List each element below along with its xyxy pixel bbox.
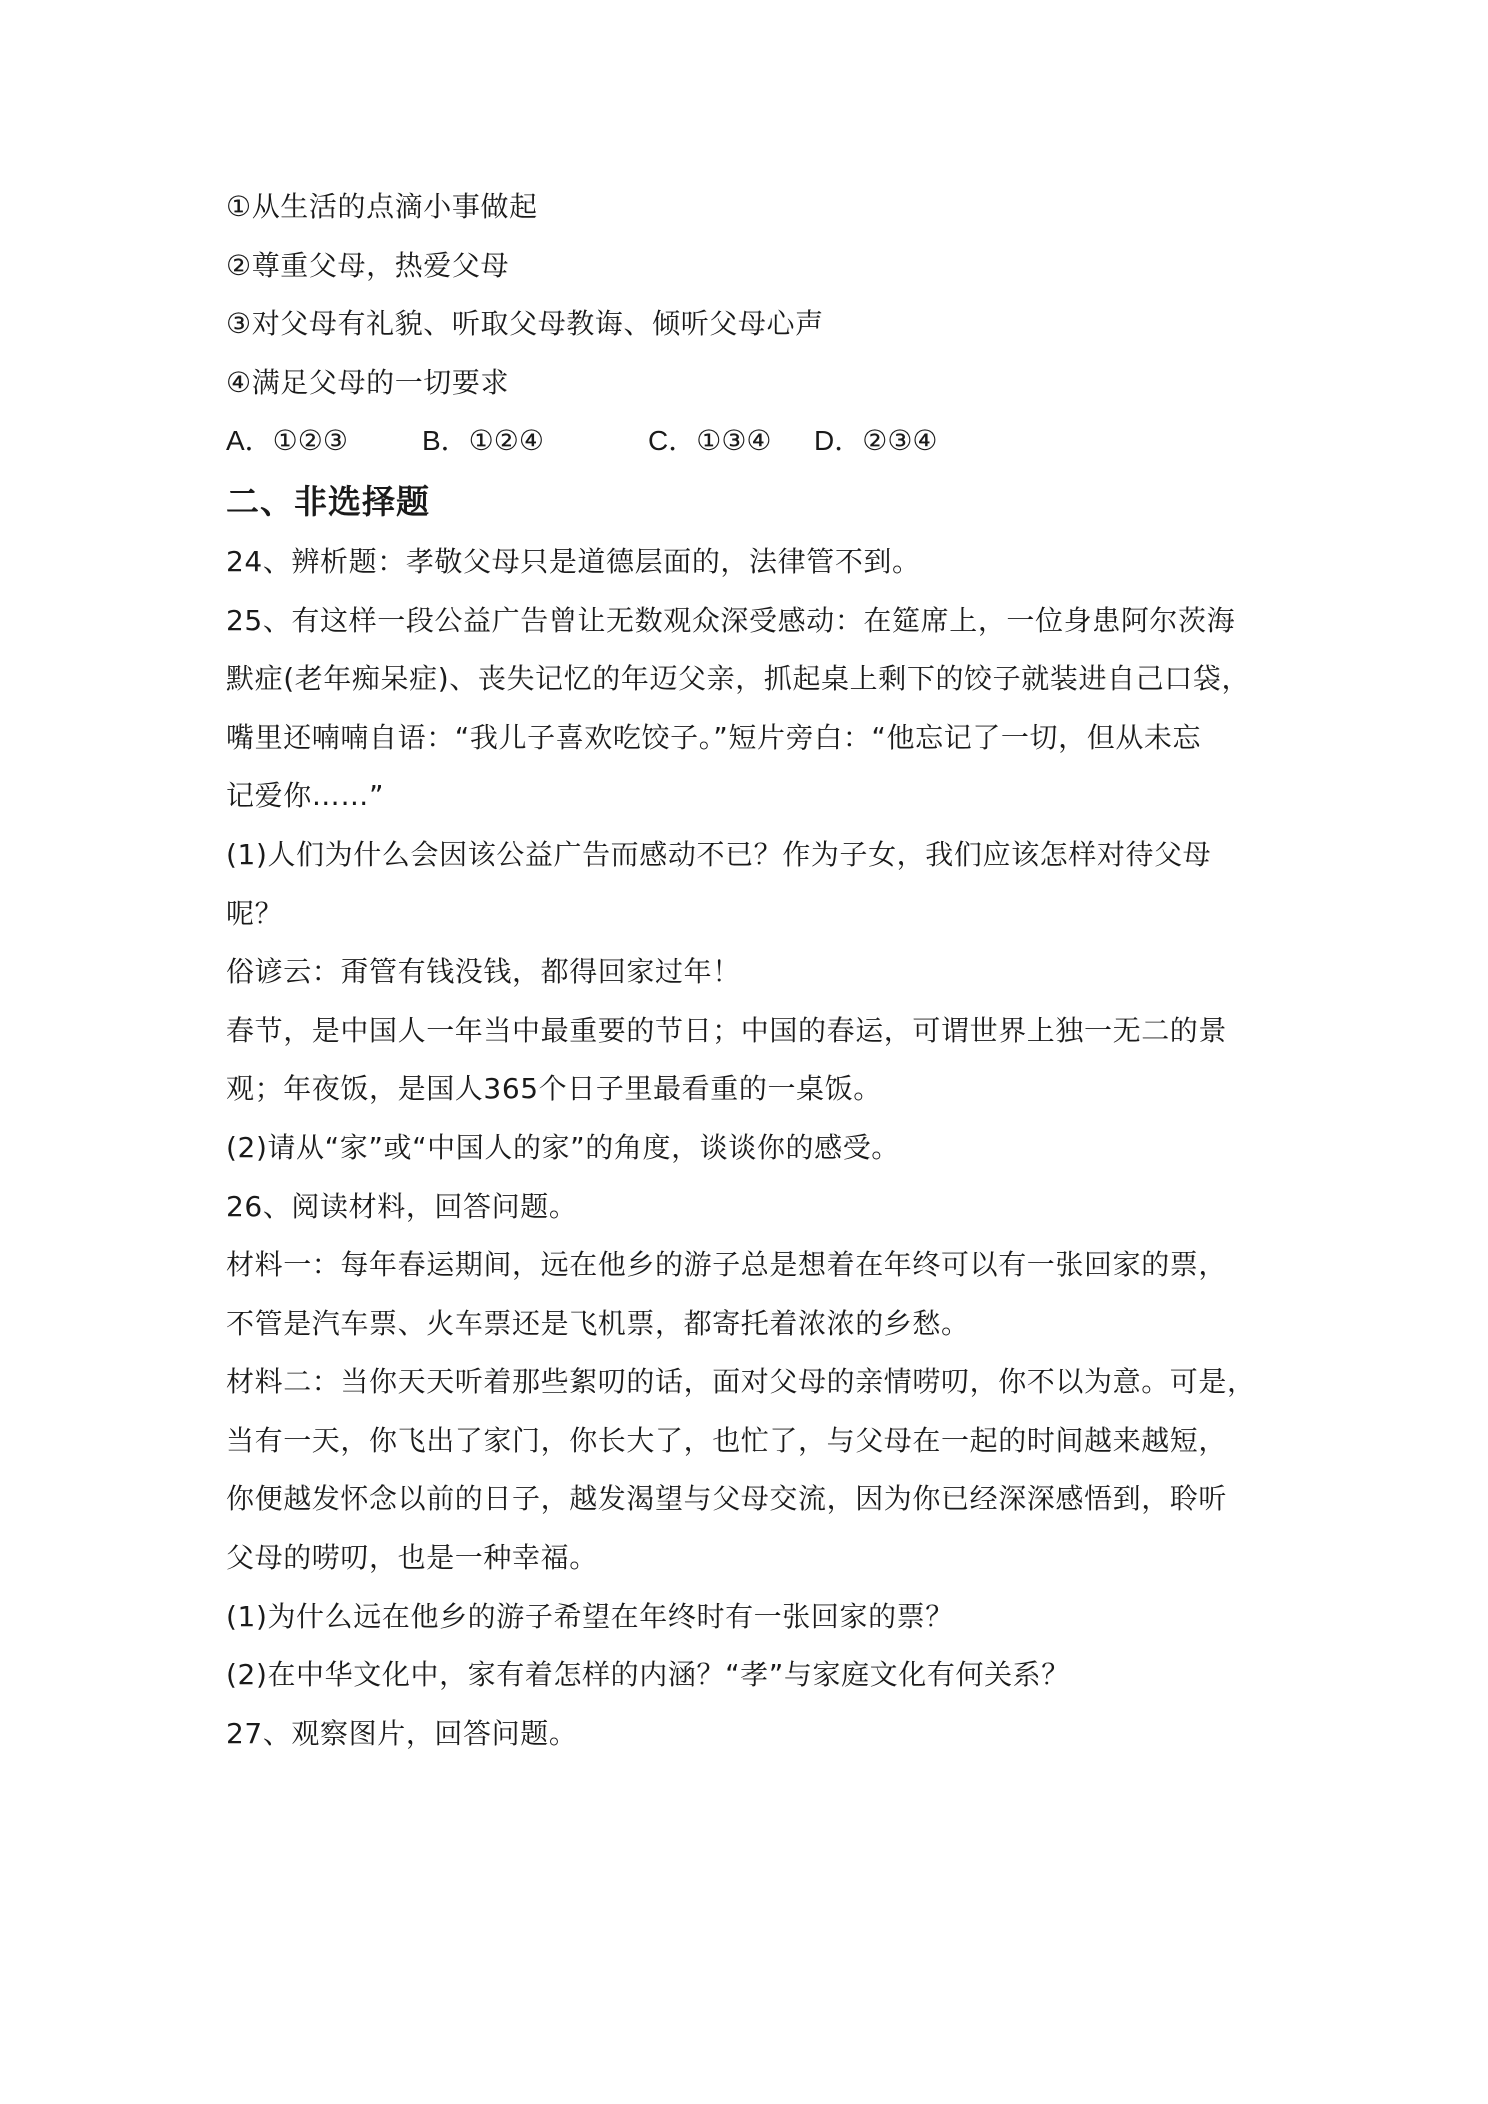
q26-sub1: (1)为什么远在他乡的游子希望在年终时有一张回家的票？ <box>226 1599 954 1633</box>
choice-a: A．①②③ <box>226 425 348 457</box>
q25-line: 嘴里还喃喃自语：“我儿子喜欢吃饺子。”短片旁白：“他忘记了一切，但从未忘 <box>226 720 1202 754</box>
choice-b: B．①②④ <box>422 425 544 457</box>
q25-sub2: (2)请从“家”或“中国人的家”的角度，谈谈你的感受。 <box>226 1130 900 1164</box>
q26-material1-line: 材料一：每年春运期间，远在他乡的游子总是想着在年终可以有一张回家的票， <box>226 1248 1228 1282</box>
q25-spring-line: 观；年夜饭，是国人365个日子里最看重的一桌饭。 <box>226 1072 882 1106</box>
q25-line: 默症(老年痴呆症)、丧失记忆的年迈父亲，抓起桌上剩下的饺子就装进自己口袋， <box>226 662 1251 696</box>
q26-material2-line: 父母的唠叨，也是一种幸福。 <box>226 1541 598 1575</box>
q26-intro: 26、阅读材料，回答问题。 <box>226 1189 578 1223</box>
q25-sub1-line: (1)人们为什么会因该公益广告而感动不已？作为子女，我们应该怎样对待父母 <box>226 837 1212 871</box>
q26-material1-line: 不管是汽车票、火车票还是飞机票，都寄托着浓浓的乡愁。 <box>226 1306 970 1340</box>
statement-4: ④满足父母的一切要求 <box>226 365 510 399</box>
section-title: 二、非选择题 <box>226 481 430 521</box>
question-24: 24、辨析题：孝敬父母只是道德层面的，法律管不到。 <box>226 544 921 578</box>
q26-material2-line: 当有一天，你飞出了家门，你长大了，也忙了，与父母在一起的时间越来越短， <box>226 1423 1228 1457</box>
statement-2: ②尊重父母，热爱父母 <box>226 248 510 282</box>
q26-material2-line: 材料二：当你天天听着那些絮叨的话，面对父母的亲情唠叨，你不以为意。可是， <box>226 1365 1256 1399</box>
q25-line: 记爱你……” <box>226 779 385 813</box>
statement-3: ③对父母有礼貌、听取父母教诲、倾听父母心声 <box>226 307 824 341</box>
q26-sub2: (2)在中华文化中，家有着怎样的内涵？“孝”与家庭文化有何关系？ <box>226 1658 1070 1692</box>
choice-d: D．②③④ <box>814 425 938 457</box>
q25-line: 25、有这样一段公益广告曾让无数观众深受感动：在筵席上，一位身患阿尔茨海 <box>226 603 1236 637</box>
q25-proverb: 俗谚云：甭管有钱没钱，都得回家过年！ <box>226 955 741 989</box>
q25-spring-line: 春节，是中国人一年当中最重要的节日；中国的春运，可谓世界上独一无二的景 <box>226 1013 1228 1047</box>
question-25 <box>226 592 1286 1178</box>
q25-sub1-line: 呢？ <box>226 896 284 930</box>
answer-choices <box>226 412 1286 471</box>
choice-c: C．①③④ <box>648 425 772 457</box>
question-27: 27、观察图片，回答问题。 <box>226 1716 578 1750</box>
statement-1: ①从生活的点滴小事做起 <box>226 190 538 223</box>
document-content <box>226 178 1286 1763</box>
q26-material2-line: 你便越发怀念以前的日子，越发渴望与父母交流，因为你已经深深感悟到，聆听 <box>226 1482 1228 1516</box>
question-26 <box>226 1178 1286 1705</box>
